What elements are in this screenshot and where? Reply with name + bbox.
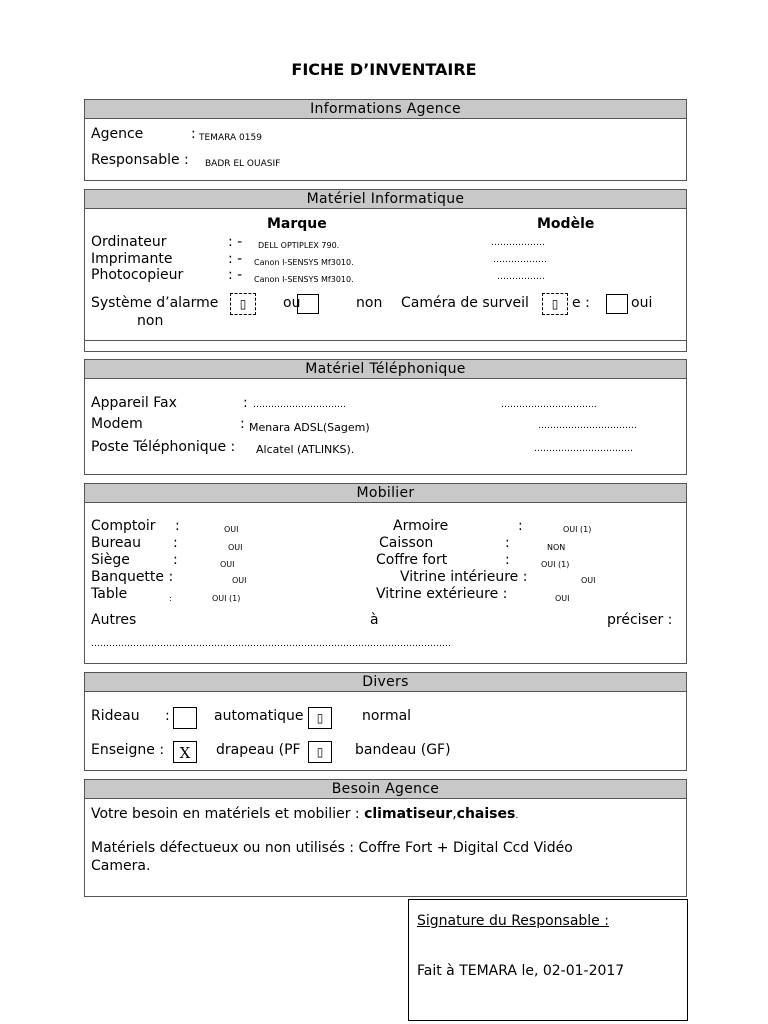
agence-colon: : xyxy=(191,126,196,142)
ordinateur-modele: ……………… xyxy=(491,238,545,248)
camera-label: Caméra de surveil xyxy=(401,295,529,311)
responsable-label: Responsable : xyxy=(91,152,189,168)
besoin-period: . xyxy=(515,811,519,821)
col-marque: Marque xyxy=(267,216,327,232)
col-modele: Modèle xyxy=(537,216,595,232)
besoin-item-chaises: chaises xyxy=(456,806,516,822)
mobilier-right-sep: : xyxy=(505,535,510,551)
alarme-non-label: non xyxy=(356,295,383,311)
fax-extra: ………………………….. xyxy=(501,400,597,410)
ordinateur-label: Ordinateur xyxy=(91,234,167,250)
materiels-defectueux-line-2: Camera. xyxy=(91,858,151,874)
photocopieur-modele: ……………. xyxy=(497,272,545,282)
mobilier-right-label: Vitrine extérieure : xyxy=(376,586,508,602)
photocopieur-sep: : - xyxy=(228,267,243,283)
agence-label: Agence xyxy=(91,126,144,142)
photocopieur-marque: Canon I-SENSYS Mf3010. xyxy=(254,275,354,284)
section-header: Informations Agence xyxy=(85,100,686,119)
imprimante-sep: : - xyxy=(228,251,243,267)
responsable-value: BADR EL OUASIF xyxy=(205,159,281,169)
rideau-automatique-label: automatique xyxy=(214,708,304,724)
ordinateur-sep: : - xyxy=(228,234,243,250)
rideau-normal-checkbox[interactable] xyxy=(308,707,332,729)
mobilier-right-value: OUI xyxy=(555,594,570,603)
rideau-automatique-checkbox[interactable] xyxy=(173,707,197,729)
mobilier-left-label: Banquette : xyxy=(91,569,174,585)
mobilier-right-value: NON xyxy=(547,543,566,552)
mobilier-right-label: Vitrine intérieure : xyxy=(400,569,528,585)
besoin-item-climatiseur: climatiseur xyxy=(364,806,453,822)
systeme-alarme-label: Système d’alarme xyxy=(91,295,219,311)
poste-label: Poste Téléphonique : xyxy=(91,439,236,455)
photocopieur-label: Photocopieur xyxy=(91,267,184,283)
alarme-oui-checkbox[interactable] xyxy=(230,293,256,315)
imprimante-label: Imprimante xyxy=(91,251,173,267)
mobilier-left-label: Comptoir xyxy=(91,518,156,534)
section-header: Divers xyxy=(85,673,686,692)
enseigne-label: Enseigne : xyxy=(91,742,165,758)
imprimante-marque: Canon I-SENSYS Mf3010. xyxy=(254,258,354,267)
mobilier-left-sep: : xyxy=(173,535,178,551)
section-header: Besoin Agence xyxy=(85,780,686,799)
section-header: Matériel Téléphonique xyxy=(85,360,686,379)
mobilier-right-value: OUI (1) xyxy=(541,560,570,569)
ordinateur-marque: DELL OPTIPLEX 790. xyxy=(258,241,340,250)
alarme-non-checkbox[interactable] xyxy=(297,294,319,314)
drapeau-label: drapeau (PF xyxy=(216,742,301,758)
checkbox-glyph-icon: ▯ xyxy=(239,297,247,311)
poste-value: Alcatel (ATLINKS). xyxy=(256,443,355,456)
poste-extra: …………………………… xyxy=(534,444,633,454)
mobilier-left-value: OUI xyxy=(220,560,235,569)
fax-value: …………………………. xyxy=(253,400,346,410)
section-materiel-telephonique xyxy=(84,359,687,475)
mobilier-right-value: OUI xyxy=(581,576,596,585)
enseigne-drapeau-checkbox[interactable] xyxy=(173,741,197,763)
alarme-oui-label: ou xyxy=(283,295,301,311)
divider xyxy=(85,340,686,341)
autres-a: à xyxy=(370,612,379,628)
fax-label: Appareil Fax xyxy=(91,395,177,411)
mobilier-left-label: Table xyxy=(91,586,128,602)
checkbox-glyph-icon: ▯ xyxy=(316,711,324,725)
mobilier-right-label: Armoire xyxy=(393,518,449,534)
section-header: Mobilier xyxy=(85,484,686,503)
rideau-normal-label: normal xyxy=(362,708,412,724)
mobilier-left-label: Bureau xyxy=(91,535,141,551)
rideau-label: Rideau xyxy=(91,708,140,724)
mobilier-right-value: OUI (1) xyxy=(563,525,592,534)
mobilier-left-value: OUI xyxy=(228,543,243,552)
signature-box xyxy=(408,899,688,1021)
section-header: Matériel Informatique xyxy=(85,190,686,209)
mobilier-left-value: OUI xyxy=(232,576,247,585)
checkbox-glyph-icon: ▯ xyxy=(551,297,559,311)
section-materiel-informatique xyxy=(84,189,687,352)
section-divers xyxy=(84,672,687,771)
checkbox-glyph-icon: ▯ xyxy=(316,745,324,759)
mobilier-left-sep: : xyxy=(173,552,178,568)
mobilier-right-sep: : xyxy=(505,552,510,568)
modem-label: Modem xyxy=(91,416,143,432)
mobilier-right-label: Coffre fort xyxy=(376,552,448,568)
document-title: FICHE D’INVENTAIRE xyxy=(291,60,477,79)
imprimante-modele: ……………… xyxy=(493,255,547,265)
bandeau-label: bandeau (GF) xyxy=(355,742,451,758)
materiels-defectueux-line-1: Matériels défectueux ou non utilisés : Coffre Fort + Digital Ccd Vidéo xyxy=(91,840,573,856)
camera-oui-label: oui xyxy=(631,295,653,311)
rideau-sep: : xyxy=(165,708,170,724)
camera-oui-checkbox[interactable] xyxy=(542,293,568,315)
modem-sep: : xyxy=(240,416,245,432)
mobilier-left-value: OUI (1) xyxy=(212,594,241,603)
modem-extra: …………………………… xyxy=(538,421,637,431)
fax-sep: : xyxy=(243,395,248,411)
mobilier-right-sep: : xyxy=(518,518,523,534)
autres-label: Autres xyxy=(91,612,137,628)
modem-value: Menara ADSL(Sagem) xyxy=(249,421,370,434)
fait-a-date: Fait à TEMARA le, 02-01-2017 xyxy=(417,963,625,979)
mobilier-left-label: Siège xyxy=(91,552,130,568)
besoin-comma: , xyxy=(452,806,457,822)
besoin-text: Votre besoin en matériels et mobilier : xyxy=(91,806,365,822)
agence-value: TEMARA 0159 xyxy=(199,133,262,143)
autres-line: ………………………………………………………………………………………………………… xyxy=(91,639,451,649)
mobilier-right-label: Caisson xyxy=(379,535,434,551)
section-mobilier xyxy=(84,483,687,664)
section-informations-agence xyxy=(84,99,687,181)
enseigne-bandeau-checkbox[interactable] xyxy=(308,741,332,763)
besoin-line-1 xyxy=(91,806,518,822)
mobilier-left-sep: : xyxy=(175,518,180,534)
camera-colon: e : xyxy=(572,295,590,311)
camera-non-checkbox[interactable] xyxy=(606,294,628,314)
mobilier-left-sep: : xyxy=(169,594,172,603)
mobilier-left-value: OUI xyxy=(224,525,239,534)
checkmark-x-icon: X xyxy=(179,744,191,762)
camera-non-label: non xyxy=(137,313,164,329)
signature-label: Signature du Responsable : xyxy=(417,913,609,929)
autres-preciser: préciser : xyxy=(607,612,673,628)
section-besoin-agence xyxy=(84,779,687,897)
